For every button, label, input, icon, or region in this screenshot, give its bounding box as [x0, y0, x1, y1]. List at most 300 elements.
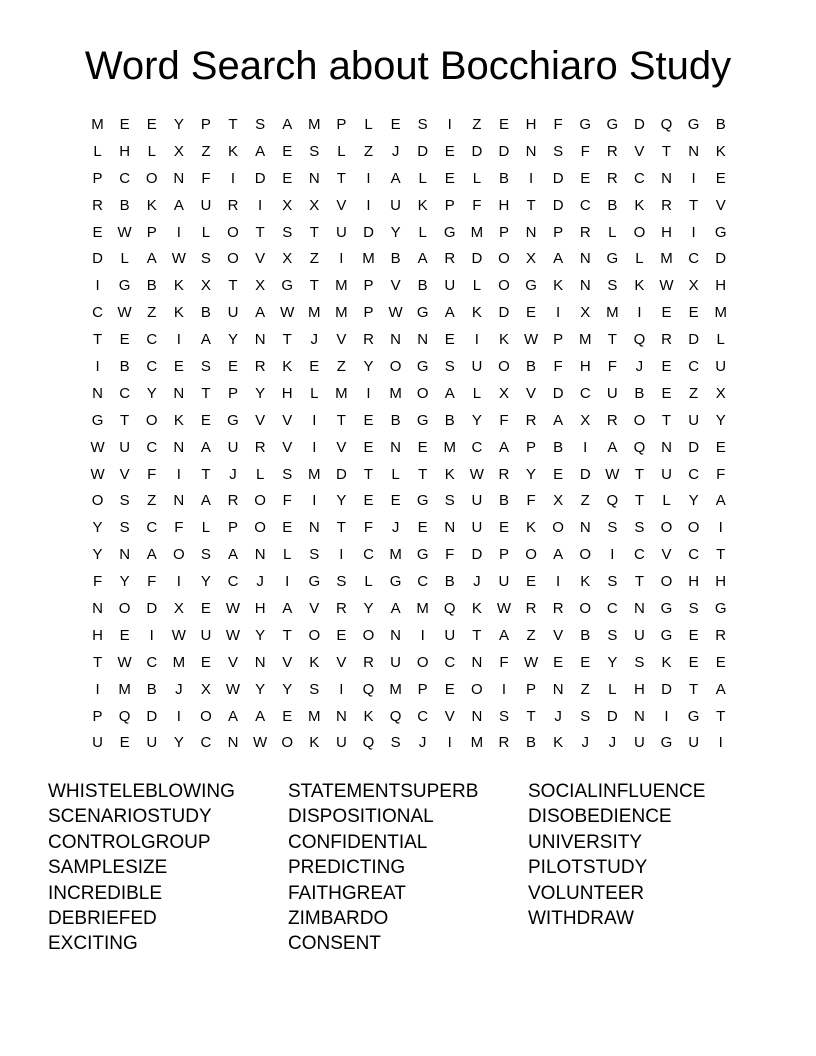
word-list-item: SAMPLESIZE — [48, 857, 168, 879]
grid-letter: O — [633, 223, 646, 241]
grid-letter: A — [200, 438, 211, 456]
grid-letter: O — [389, 358, 402, 376]
grid-letter: S — [282, 465, 293, 483]
grid-letter: F — [607, 358, 617, 376]
grid-letter: N — [417, 331, 429, 349]
grid-letter: C — [634, 169, 645, 187]
grid-letter: E — [119, 626, 130, 644]
grid-letter: B — [526, 734, 537, 752]
grid-letter: U — [390, 653, 401, 671]
grid-letter: J — [608, 734, 617, 752]
grid-letter: V — [228, 653, 239, 671]
grid-letter: N — [335, 707, 347, 725]
grid-letter: C — [92, 304, 103, 322]
grid-letter: P — [553, 223, 564, 241]
grid-letter: V — [336, 196, 347, 214]
grid-letter: E — [282, 519, 293, 537]
grid-letter: V — [444, 707, 455, 725]
grid-letter: A — [390, 600, 401, 618]
grid-letter: E — [309, 358, 320, 376]
grid-letter: A — [553, 546, 564, 564]
grid-letter: U — [471, 358, 483, 376]
grid-letter: E — [282, 142, 293, 160]
grid-letter: I — [176, 465, 181, 483]
grid-letter: L — [283, 546, 292, 564]
grid-letter: T — [309, 277, 319, 295]
grid-letter: Y — [336, 492, 347, 510]
grid-letter: F — [716, 465, 726, 483]
grid-letter: K — [580, 573, 591, 591]
grid-letter: T — [661, 142, 672, 160]
grid-letter: A — [553, 411, 564, 429]
grid-letter: J — [256, 573, 264, 591]
page-title: Word Search about Bocchiaro Study — [84, 44, 732, 88]
grid-letter: E — [580, 653, 591, 671]
grid-letter: E — [444, 169, 455, 187]
grid-letter: X — [498, 384, 509, 402]
grid-letter: Y — [390, 223, 401, 241]
grid-letter: U — [444, 626, 456, 644]
grid-letter: M — [660, 250, 673, 268]
grid-letter: C — [606, 600, 618, 618]
grid-letter: Y — [255, 626, 266, 644]
grid-letter: V — [282, 653, 293, 671]
grid-letter: U — [688, 411, 700, 429]
grid-letter: Q — [362, 734, 375, 752]
grid-letter: O — [498, 277, 510, 295]
grid-letter: A — [390, 169, 401, 187]
grid-letter: F — [553, 358, 563, 376]
grid-letter: C — [471, 438, 483, 456]
grid-letter: G — [227, 411, 239, 429]
grid-letter: C — [417, 573, 429, 591]
grid-letter: T — [418, 465, 428, 483]
grid-letter: F — [363, 519, 374, 537]
grid-letter: C — [146, 653, 158, 671]
grid-letter: W — [90, 465, 105, 483]
word-list-item: SOCIALINFLUENCE — [528, 781, 706, 802]
grid-letter: O — [579, 600, 592, 618]
grid-letter: P — [444, 196, 455, 214]
grid-letter: I — [583, 438, 588, 456]
grid-letter: S — [282, 223, 293, 241]
grid-letter: C — [119, 384, 131, 402]
grid-letter: I — [312, 411, 317, 429]
grid-letter: C — [579, 196, 591, 214]
grid-letter: G — [416, 411, 429, 429]
grid-letter: I — [664, 707, 669, 725]
grid-letter: N — [254, 653, 266, 671]
grid-letter: R — [715, 626, 727, 644]
grid-letter: N — [173, 438, 185, 456]
grid-letter: F — [174, 519, 184, 537]
grid-letter: F — [499, 411, 509, 429]
grid-letter: N — [254, 331, 266, 349]
grid-letter: I — [149, 626, 154, 644]
grid-letter: D — [552, 384, 564, 402]
grid-letter: U — [634, 626, 645, 644]
grid-letter: O — [660, 573, 673, 591]
grid-letter: T — [689, 680, 699, 698]
word-list-item: EXCITING — [48, 933, 138, 955]
grid-letter: O — [498, 250, 510, 268]
grid-letter: I — [556, 304, 561, 322]
grid-letter: N — [308, 519, 320, 537]
grid-letter: L — [255, 465, 265, 483]
grid-letter: D — [471, 250, 483, 268]
grid-letter: Y — [92, 519, 103, 537]
grid-letter: W — [496, 600, 512, 618]
grid-letter: E — [553, 653, 564, 671]
grid-letter: E — [715, 438, 726, 456]
grid-letter: X — [580, 304, 591, 322]
grid-letter: S — [634, 653, 645, 671]
grid-letter: V — [634, 142, 645, 160]
grid-letter: L — [201, 519, 211, 537]
grid-letter: S — [417, 116, 428, 133]
grid-letter: X — [309, 196, 320, 214]
grid-letter: T — [661, 411, 672, 429]
grid-letter: V — [526, 384, 537, 402]
grid-letter: B — [607, 196, 618, 214]
grid-letter: O — [200, 707, 212, 725]
grid-letter: K — [471, 304, 482, 322]
grid-letter: J — [635, 358, 644, 376]
grid-letter: F — [147, 465, 157, 483]
grid-letter: D — [661, 680, 672, 698]
grid-letter: O — [552, 519, 564, 537]
grid-letter: R — [363, 331, 374, 349]
grid-letter: X — [200, 277, 211, 295]
grid-letter: L — [310, 384, 319, 402]
grid-letter: M — [470, 734, 484, 752]
grid-letter: H — [498, 196, 510, 214]
grid-letter: F — [92, 573, 103, 591]
grid-letter: V — [309, 600, 320, 618]
grid-letter: W — [171, 250, 186, 268]
grid-letter: P — [363, 277, 374, 295]
grid-letter: B — [580, 626, 591, 644]
grid-letter: K — [553, 734, 564, 752]
grid-letter: V — [119, 465, 130, 483]
grid-letter: F — [472, 196, 482, 214]
grid-letter: Z — [147, 492, 157, 510]
grid-letter: L — [201, 223, 211, 241]
grid-letter: P — [92, 169, 103, 187]
grid-letter: A — [282, 600, 293, 618]
grid-letter: W — [225, 600, 241, 618]
grid-letter: N — [525, 142, 537, 160]
grid-letter: V — [553, 626, 564, 644]
grid-letter: T — [92, 653, 103, 671]
grid-letter: O — [281, 734, 294, 752]
grid-letter: B — [498, 169, 509, 187]
grid-letter: G — [308, 573, 321, 591]
grid-letter: O — [416, 653, 429, 671]
grid-letter: E — [146, 116, 157, 133]
grid-letter: T — [634, 492, 644, 510]
grid-letter: A — [146, 250, 157, 268]
grid-letter: N — [92, 600, 103, 618]
grid-letter: I — [258, 196, 263, 214]
grid-letter: E — [200, 600, 211, 618]
grid-letter: R — [254, 358, 266, 376]
grid-letter: W — [117, 223, 132, 241]
grid-letter: I — [556, 573, 561, 591]
grid-letter: I — [718, 734, 723, 752]
grid-letter: K — [173, 411, 184, 429]
grid-letter: U — [227, 438, 239, 456]
grid-letter: I — [95, 277, 100, 295]
grid-letter: H — [688, 573, 700, 591]
word-list-item: DISOBEDIENCE — [528, 806, 672, 828]
grid-letter: O — [525, 546, 537, 564]
grid-letter: W — [225, 680, 241, 698]
word-list-item: INCREDIBLE — [48, 882, 163, 904]
grid-letter: R — [227, 492, 239, 510]
grid-letter: N — [471, 653, 483, 671]
grid-letter: V — [336, 331, 347, 349]
grid-letter: J — [310, 331, 319, 349]
grid-letter: W — [523, 331, 539, 349]
grid-letter: S — [607, 277, 618, 295]
grid-letter: T — [363, 465, 374, 483]
grid-letter: C — [688, 358, 700, 376]
word-list-item: CONSENT — [288, 933, 381, 955]
grid-letter: M — [308, 304, 321, 322]
grid-letter: G — [606, 116, 619, 133]
grid-letter: L — [472, 277, 482, 295]
grid-letter: P — [228, 384, 239, 402]
grid-letter: N — [254, 546, 266, 564]
grid-letter: N — [552, 680, 564, 698]
word-list-item: DEBRIEFED — [48, 907, 157, 929]
grid-letter: X — [580, 411, 591, 429]
grid-letter: B — [146, 680, 157, 698]
grid-letter: Q — [389, 707, 402, 725]
grid-letter: N — [579, 519, 591, 537]
grid-letter: B — [553, 438, 564, 456]
grid-letter: B — [417, 277, 428, 295]
grid-letter: E — [417, 438, 428, 456]
grid-letter: S — [200, 358, 211, 376]
grid-letter: R — [525, 600, 537, 618]
grid-letter: G — [281, 277, 294, 295]
grid-letter: G — [525, 277, 537, 295]
grid-letter: H — [634, 680, 645, 698]
letter-grid — [84, 112, 734, 757]
grid-letter: K — [309, 653, 320, 671]
grid-letter: U — [200, 196, 212, 214]
grid-letter: T — [309, 223, 319, 241]
grid-letter: C — [634, 546, 645, 564]
grid-letter: E — [661, 358, 672, 376]
grid-letter: G — [660, 600, 673, 618]
grid-letter: I — [339, 680, 344, 698]
grid-letter: N — [173, 169, 185, 187]
grid-letter: T — [201, 384, 211, 402]
grid-letter: L — [391, 465, 400, 483]
grid-letter: T — [716, 707, 726, 725]
grid-letter: Z — [363, 142, 374, 160]
grid-letter: D — [335, 465, 347, 483]
grid-letter: A — [200, 492, 211, 510]
grid-letter: G — [660, 734, 673, 752]
grid-letter: D — [417, 142, 429, 160]
grid-letter: Y — [363, 358, 374, 376]
grid-letter: N — [444, 519, 456, 537]
grid-letter: E — [553, 465, 564, 483]
grid-letter: H — [579, 358, 591, 376]
grid-letter: M — [172, 653, 186, 671]
grid-letter: E — [580, 169, 591, 187]
grid-letter: A — [498, 438, 509, 456]
grid-letter: I — [95, 680, 100, 698]
grid-letter: U — [146, 734, 158, 752]
grid-letter: B — [634, 384, 645, 402]
grid-letter: T — [201, 465, 211, 483]
grid-letter: Y — [119, 573, 130, 591]
grid-letter: S — [336, 573, 347, 591]
grid-letter: V — [255, 411, 266, 429]
grid-letter: G — [687, 116, 700, 133]
grid-letter: S — [553, 142, 564, 160]
grid-letter: M — [389, 680, 402, 698]
grid-letter: O — [145, 411, 158, 429]
grid-letter: P — [526, 438, 537, 456]
grid-letter: E — [119, 116, 130, 133]
word-list-item: PREDICTING — [288, 857, 406, 879]
grid-letter: R — [92, 196, 103, 214]
grid-letter: G — [660, 626, 673, 644]
grid-letter: O — [118, 600, 131, 618]
grid-letter: C — [688, 465, 700, 483]
grid-letter: X — [688, 277, 699, 295]
grid-letter: A — [255, 707, 266, 725]
grid-letter: L — [472, 169, 482, 187]
grid-letter: S — [444, 358, 455, 376]
grid-letter: M — [335, 384, 348, 402]
grid-letter: U — [335, 223, 347, 241]
grid-letter: P — [553, 331, 564, 349]
grid-letter: T — [526, 196, 536, 214]
grid-letter: T — [607, 331, 617, 349]
grid-letter: P — [92, 707, 103, 725]
grid-letter: K — [498, 331, 509, 349]
grid-letter: G — [443, 223, 456, 241]
word-list — [48, 779, 768, 957]
grid-letter: U — [715, 358, 727, 376]
grid-letter: R — [606, 411, 618, 429]
grid-letter: T — [716, 546, 726, 564]
grid-letter: L — [364, 573, 373, 591]
grid-letter: S — [444, 492, 455, 510]
grid-letter: L — [120, 250, 129, 268]
grid-letter: A — [444, 304, 455, 322]
grid-letter: V — [336, 438, 347, 456]
grid-letter: N — [525, 223, 537, 241]
grid-letter: H — [661, 223, 672, 241]
grid-letter: K — [173, 277, 184, 295]
grid-letter: Q — [118, 707, 131, 725]
grid-letter: J — [175, 680, 183, 698]
grid-letter: I — [176, 707, 181, 725]
grid-letter: Q — [660, 116, 673, 133]
grid-letter: J — [391, 519, 400, 537]
grid-letter: A — [228, 707, 239, 725]
grid-letter: G — [389, 573, 402, 591]
word-list-item: PILOTSTUDY — [528, 857, 648, 879]
grid-letter: E — [282, 707, 293, 725]
grid-letter: O — [633, 411, 646, 429]
grid-letter: X — [282, 250, 293, 268]
grid-letter: O — [227, 223, 239, 241]
word-list-item: CONTROLGROUP — [48, 831, 211, 853]
grid-letter: Y — [200, 573, 211, 591]
grid-letter: D — [634, 116, 645, 133]
grid-letter: A — [444, 384, 455, 402]
word-list-item: WHISTELEBLOWING — [48, 781, 235, 802]
grid-letter: E — [715, 169, 726, 187]
grid-letter: P — [498, 223, 509, 241]
grid-letter: I — [176, 573, 181, 591]
grid-letter: N — [119, 546, 131, 564]
grid-letter: F — [553, 116, 563, 133]
grid-letter: M — [389, 546, 402, 564]
grid-letter: K — [173, 304, 184, 322]
grid-letter: N — [390, 331, 401, 349]
grid-letter: Z — [201, 142, 211, 160]
grid-letter: V — [661, 546, 672, 564]
word-list-item: FAITHGREAT — [288, 882, 406, 904]
grid-letter: G — [579, 116, 592, 133]
grid-letter: T — [336, 519, 346, 537]
grid-letter: U — [661, 465, 672, 483]
grid-letter: D — [92, 250, 103, 268]
grid-letter: U — [634, 734, 645, 752]
grid-letter: I — [176, 223, 181, 241]
grid-letter: C — [579, 384, 591, 402]
grid-letter: E — [92, 223, 103, 241]
grid-letter: H — [119, 142, 131, 160]
grid-letter: C — [444, 653, 456, 671]
grid-letter: L — [364, 116, 373, 133]
word-list-item: SCENARIOSTUDY — [48, 806, 212, 828]
grid-letter: X — [173, 142, 184, 160]
word-list-item: ZIMBARDO — [288, 907, 389, 929]
grid-letter: N — [92, 384, 103, 402]
grid-letter: M — [335, 304, 348, 322]
word-list-item: WITHDRAW — [528, 907, 634, 929]
grid-letter: P — [336, 116, 347, 133]
grid-letter: Q — [362, 680, 375, 698]
grid-letter: O — [254, 519, 266, 537]
grid-letter: L — [147, 142, 156, 160]
grid-letter: S — [309, 680, 320, 698]
grid-letter: P — [146, 223, 157, 241]
grid-letter: G — [714, 600, 727, 618]
grid-letter: N — [227, 734, 239, 752]
grid-letter: F — [147, 573, 157, 591]
grid-letter: U — [606, 384, 618, 402]
grid-letter: B — [146, 277, 157, 295]
grid-letter: G — [416, 546, 429, 564]
grid-letter: F — [526, 492, 536, 510]
grid-letter: S — [309, 546, 320, 564]
grid-letter: D — [715, 250, 727, 268]
grid-letter: M — [714, 304, 727, 322]
grid-letter: H — [254, 600, 266, 618]
